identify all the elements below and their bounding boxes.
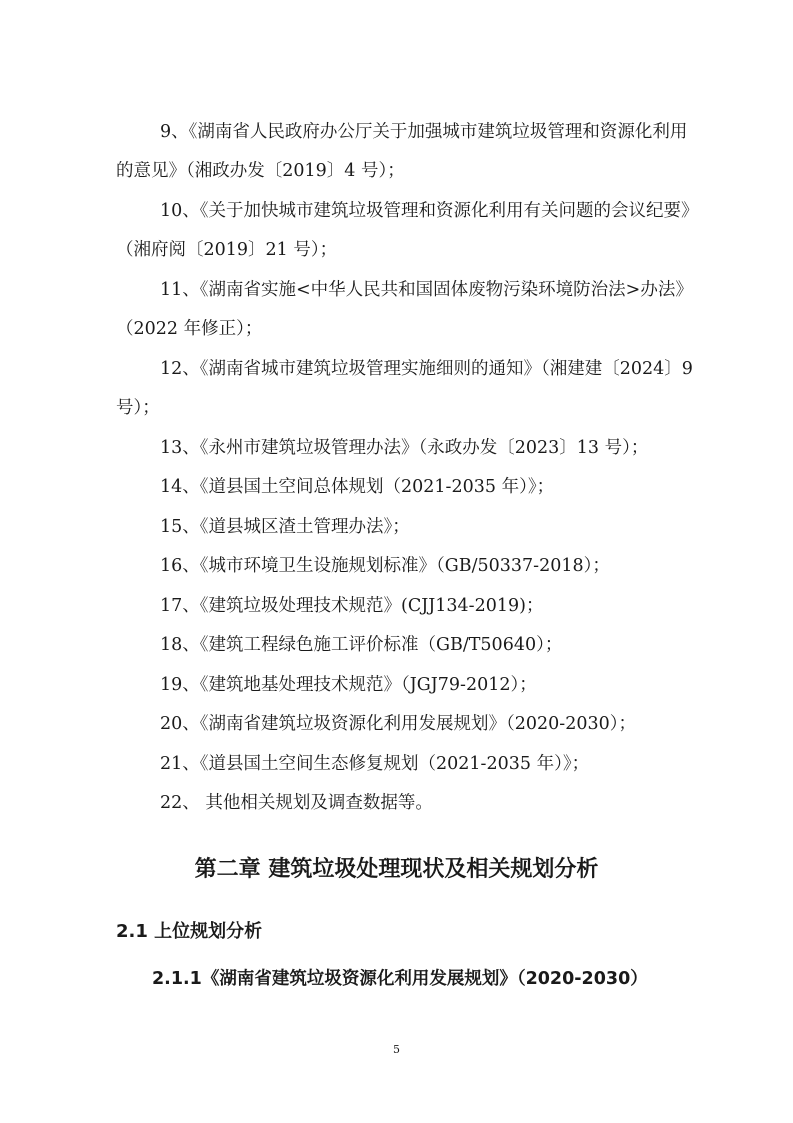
subsection-title: 2.1.1《湖南省建筑垃圾资源化利用发展规划》（2020-2030） [152, 969, 648, 989]
reference-21: 21、《道县国土空间生态修复规划（2021-2035 年）》； [160, 754, 590, 774]
reference-16: 16、《城市环境卫生设施规划标准》（GB/50337-2018）； [160, 556, 610, 576]
reference-12-line-2: 号）； [116, 398, 160, 418]
reference-12-line-1: 12、《湖南省城市建筑垃圾管理实施细则的通知》（湘建建〔2024〕9 [160, 359, 693, 379]
reference-14: 14、《道县国土空间总体规划（2021-2035 年）》； [160, 477, 555, 497]
reference-11-line-1: 11、《湖南省实施<中华人民共和国固体废物污染环境防治法>办法》 [160, 280, 693, 300]
reference-18: 18、《建筑工程绿色施工评价标准（GB/T50640）； [160, 635, 563, 655]
reference-10-line-2: （湘府阅〔2019〕21 号）； [116, 240, 338, 260]
reference-11-line-2: （2022 年修正）； [116, 319, 263, 339]
reference-9-line-2: 的意见》（湘政办发〔2019〕4 号）； [116, 161, 405, 181]
reference-20: 20、《湖南省建筑垃圾资源化利用发展规划》（2020-2030）； [160, 714, 637, 734]
chapter-title: 第二章 建筑垃圾处理现状及相关规划分析 [194, 857, 599, 882]
reference-13: 13、《永州市建筑垃圾管理办法》（永政办发〔2023〕13 号）； [160, 438, 649, 458]
reference-15: 15、《道县城区渣土管理办法》； [160, 517, 410, 537]
reference-22: 22、 其他相关规划及调查数据等。 [160, 793, 433, 813]
reference-19: 19、《建筑地基处理技术规范》（JGJ79-2012）； [160, 675, 537, 695]
page-number: 5 [393, 1043, 400, 1056]
reference-9-line-1: 9、《湖南省人民政府办公厅关于加强城市建筑垃圾管理和资源化利用 [160, 122, 688, 142]
reference-17: 17、《建筑垃圾处理技术规范》(CJJ134-2019)； [160, 596, 544, 616]
section-title: 2.1 上位规划分析 [116, 921, 263, 942]
reference-10-line-1: 10、《关于加快城市建筑垃圾管理和资源化利用有关问题的会议纪要》 [160, 201, 699, 221]
